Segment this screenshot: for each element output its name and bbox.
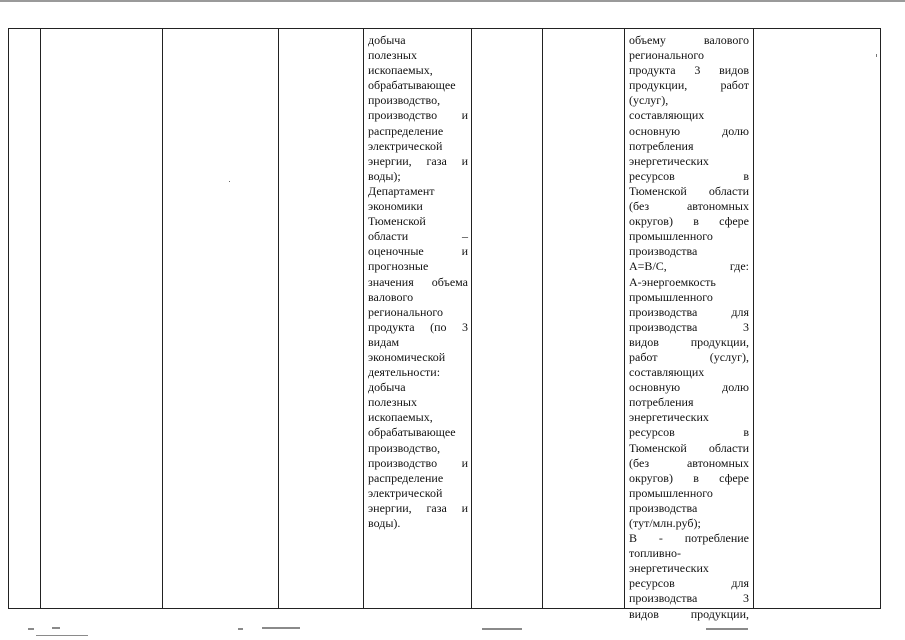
scan-artifact [36,635,88,636]
text-line: производства 3 [629,591,749,606]
text-line: добыча [368,33,406,47]
cell-data-sources [368,33,468,531]
text-line: основную долю [629,123,749,138]
text-line: составляющих [629,108,705,123]
text-line: ископаемых, [368,63,433,78]
text-line: Тюменской области [629,440,749,455]
text-line: энергетических [629,561,709,576]
text-line: распределение [368,470,444,485]
text-line: округов) в сфере [629,214,749,229]
text-line: (услуг), [629,93,669,108]
text-line: потребления [629,138,694,153]
text-line: производство и [368,108,468,123]
text-line: полезных [368,48,417,63]
text-line: Тюменской [368,214,426,229]
text-line: производства 3 [629,319,749,334]
text-line: энергии, газа и [368,153,468,168]
text-line: валового [368,289,414,304]
text-line: регионального [368,304,444,319]
text-line: основную долю [629,380,749,395]
scan-artifact [52,627,60,629]
text-line: области – [368,229,468,244]
text-line: оценочные и [368,244,468,259]
scan-artifact [706,628,748,630]
document-table [8,28,881,621]
column-divider [753,29,754,608]
text-line: А-энергоемкость [629,274,716,289]
text-line: энергии, газа и [368,500,468,515]
text-line: производства для [629,304,749,319]
text-line: составляющих [629,365,705,380]
text-line: энергетических [629,153,709,168]
column-divider [542,29,543,608]
text-line: округов) в сфере [629,470,749,485]
column-divider [40,29,41,608]
text-line: ресурсов для [629,576,749,591]
text-line: экономической [368,349,446,364]
text-line: топливно- [629,546,682,561]
text-line: производства [629,500,698,515]
column-divider [471,29,472,608]
text-line: объему валового [629,33,749,47]
text-line: воды); [368,168,401,183]
text-line: работ (услуг), [629,349,749,364]
column-divider [162,29,163,608]
text-line: добыча [368,380,406,395]
text-line: (без автономных [629,455,749,470]
text-line: продукта 3 видов [629,63,749,78]
text-line: ресурсов в [629,425,749,440]
text-line: промышленного [629,229,713,244]
scan-artifact [262,627,300,629]
scan-bottom-edge [0,622,905,640]
text-line: производства [629,244,698,259]
cell-calculation-method [629,33,749,622]
text-line: экономики [368,199,423,214]
text-line: распределение [368,123,444,138]
text-line: Тюменской области [629,183,749,198]
text-line: Департамент [368,183,435,198]
text-line: воды). [368,516,401,530]
text-line: производство и [368,455,468,470]
text-line: продукции, работ [629,78,749,93]
text-line: (без автономных [629,199,749,214]
scan-artifact [238,628,243,630]
scan-artifact [28,628,34,630]
text-line: видам [368,334,400,349]
text-line: ресурсов в [629,168,749,183]
text-line: видов продукции, [629,334,749,349]
scan-artifact [482,628,522,630]
text-line: электрической [368,138,443,153]
text-line: регионального [629,48,705,63]
text-line: ископаемых, [368,410,433,425]
text-line: деятельности: [368,365,441,380]
text-line: промышленного [629,485,713,500]
text-line: продукта (по 3 [368,319,468,334]
text-line: энергетических [629,410,709,425]
text-line: промышленного [629,289,713,304]
text-line: обрабатывающее [368,425,456,440]
column-divider [363,29,364,608]
text-line: видов продукции, [629,606,749,621]
text-line: производство, [368,93,441,108]
text-line: В - потребление [629,531,749,546]
column-divider [278,29,279,608]
text-line: электрической [368,485,443,500]
text-line: (тут/млн.руб); [629,516,701,530]
text-line: значения объема [368,274,468,289]
column-divider [624,29,625,608]
text-line: обрабатывающее [368,78,456,93]
text-line: полезных [368,395,417,410]
text-line: А=В/С, где: [629,259,749,274]
text-line: потребления [629,395,694,410]
scan-top-edge [0,0,905,2]
text-line: прогнозные [368,259,429,274]
text-line: производство, [368,440,441,455]
